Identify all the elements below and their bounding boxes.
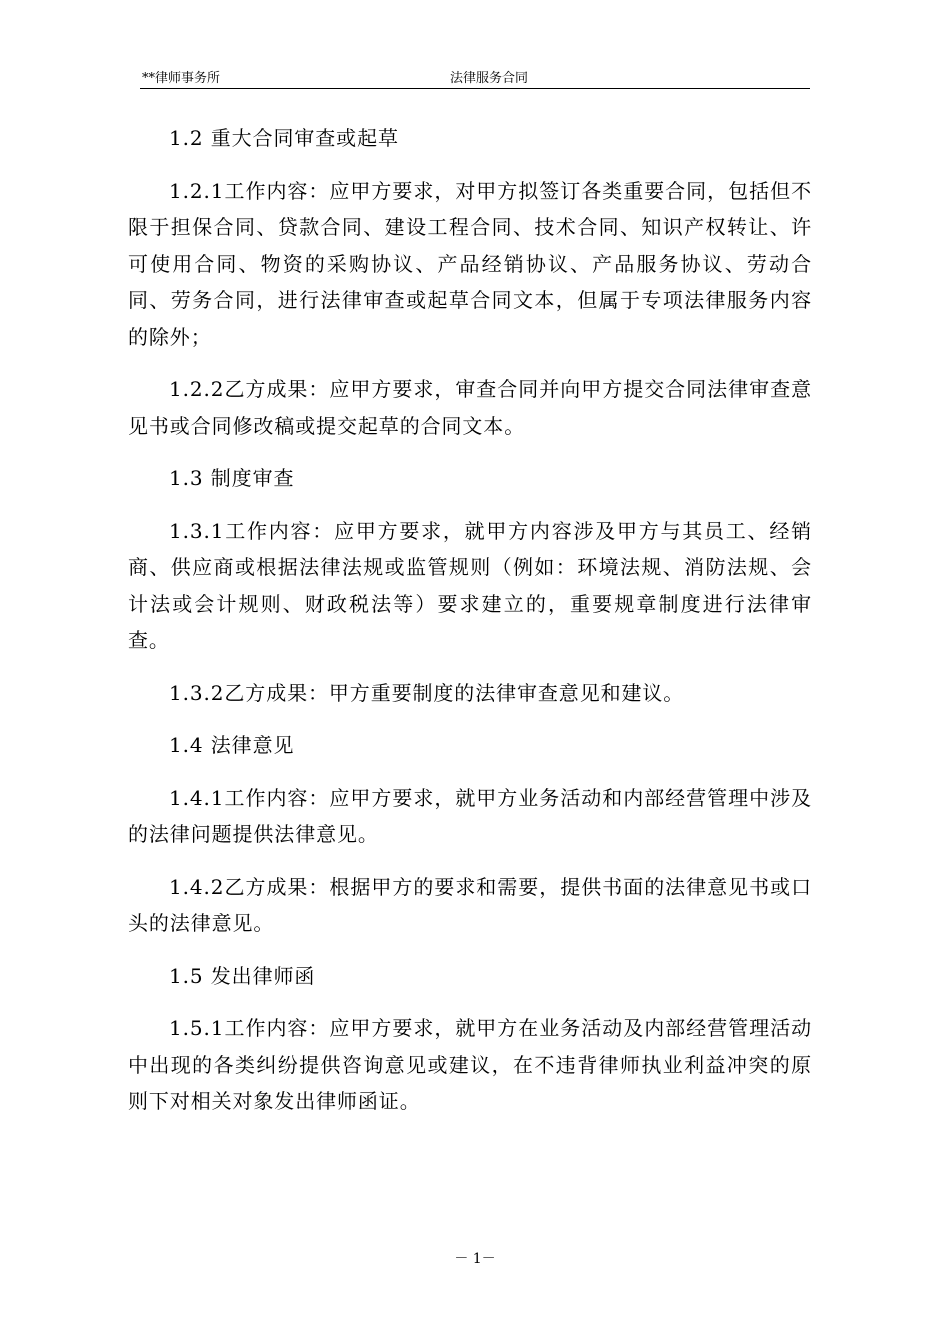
document-body bbox=[128, 120, 812, 1136]
section-heading: 1.3 制度审查 bbox=[169, 466, 295, 490]
paragraph: 1.5.1工作内容：应甲方要求，就甲方在业务活动及内部经营管理活动中出现的各类纠纷提供咨询意见或建议，在不违背律师执业利益冲突的原则下对相关对象发出律师函证。 bbox=[128, 1016, 812, 1113]
paragraph: 1.3.1工作内容：应甲方要求，就甲方内容涉及甲方与其员工、经销商、供应商或根据法律法规或监管规则（例如：环境法规、消防法规、会计法或会计规则、财政税法等）要求建立的，重要规章制度进行法律审查。 bbox=[128, 518, 812, 652]
section-heading: 1.2 重大合同审查或起草 bbox=[169, 126, 399, 150]
page-header bbox=[140, 64, 810, 89]
paragraph: 1.3.2乙方成果：甲方重要制度的法律审查意见和建议。 bbox=[169, 680, 685, 705]
page-number: － 1－ bbox=[454, 1251, 496, 1267]
paragraph: 1.2.1工作内容：应甲方要求，对甲方拟签订各类重要合同，包括但不限于担保合同、贷款合同、建设工程合同、技术合同、知识产权转让、许可使用合同、物资的采购协议、产品经销协议、产品服务协议、劳动合同、劳务合同，进行法律审查或起草合同文本，但属于专项法律服务内容的除外； bbox=[128, 178, 812, 349]
law-firm-name: **律师事务所 bbox=[142, 71, 221, 86]
paragraph: 1.4.2乙方成果：根据甲方的要求和需要，提供书面的法律意见书或口头的法律意见。 bbox=[128, 874, 812, 935]
section-heading: 1.4 法律意见 bbox=[169, 733, 295, 757]
paragraph: 1.4.1工作内容：应甲方要求，就甲方业务活动和内部经营管理中涉及的法律问题提供法律意见。 bbox=[128, 785, 812, 846]
document-title: 法律服务合同 bbox=[450, 71, 529, 86]
section-heading: 1.5 发出律师函 bbox=[169, 963, 316, 988]
paragraph: 1.2.2乙方成果：应甲方要求，审查合同并向甲方提交合同法律审查意见书或合同修改稿或提交起草的合同文本。 bbox=[128, 377, 812, 438]
